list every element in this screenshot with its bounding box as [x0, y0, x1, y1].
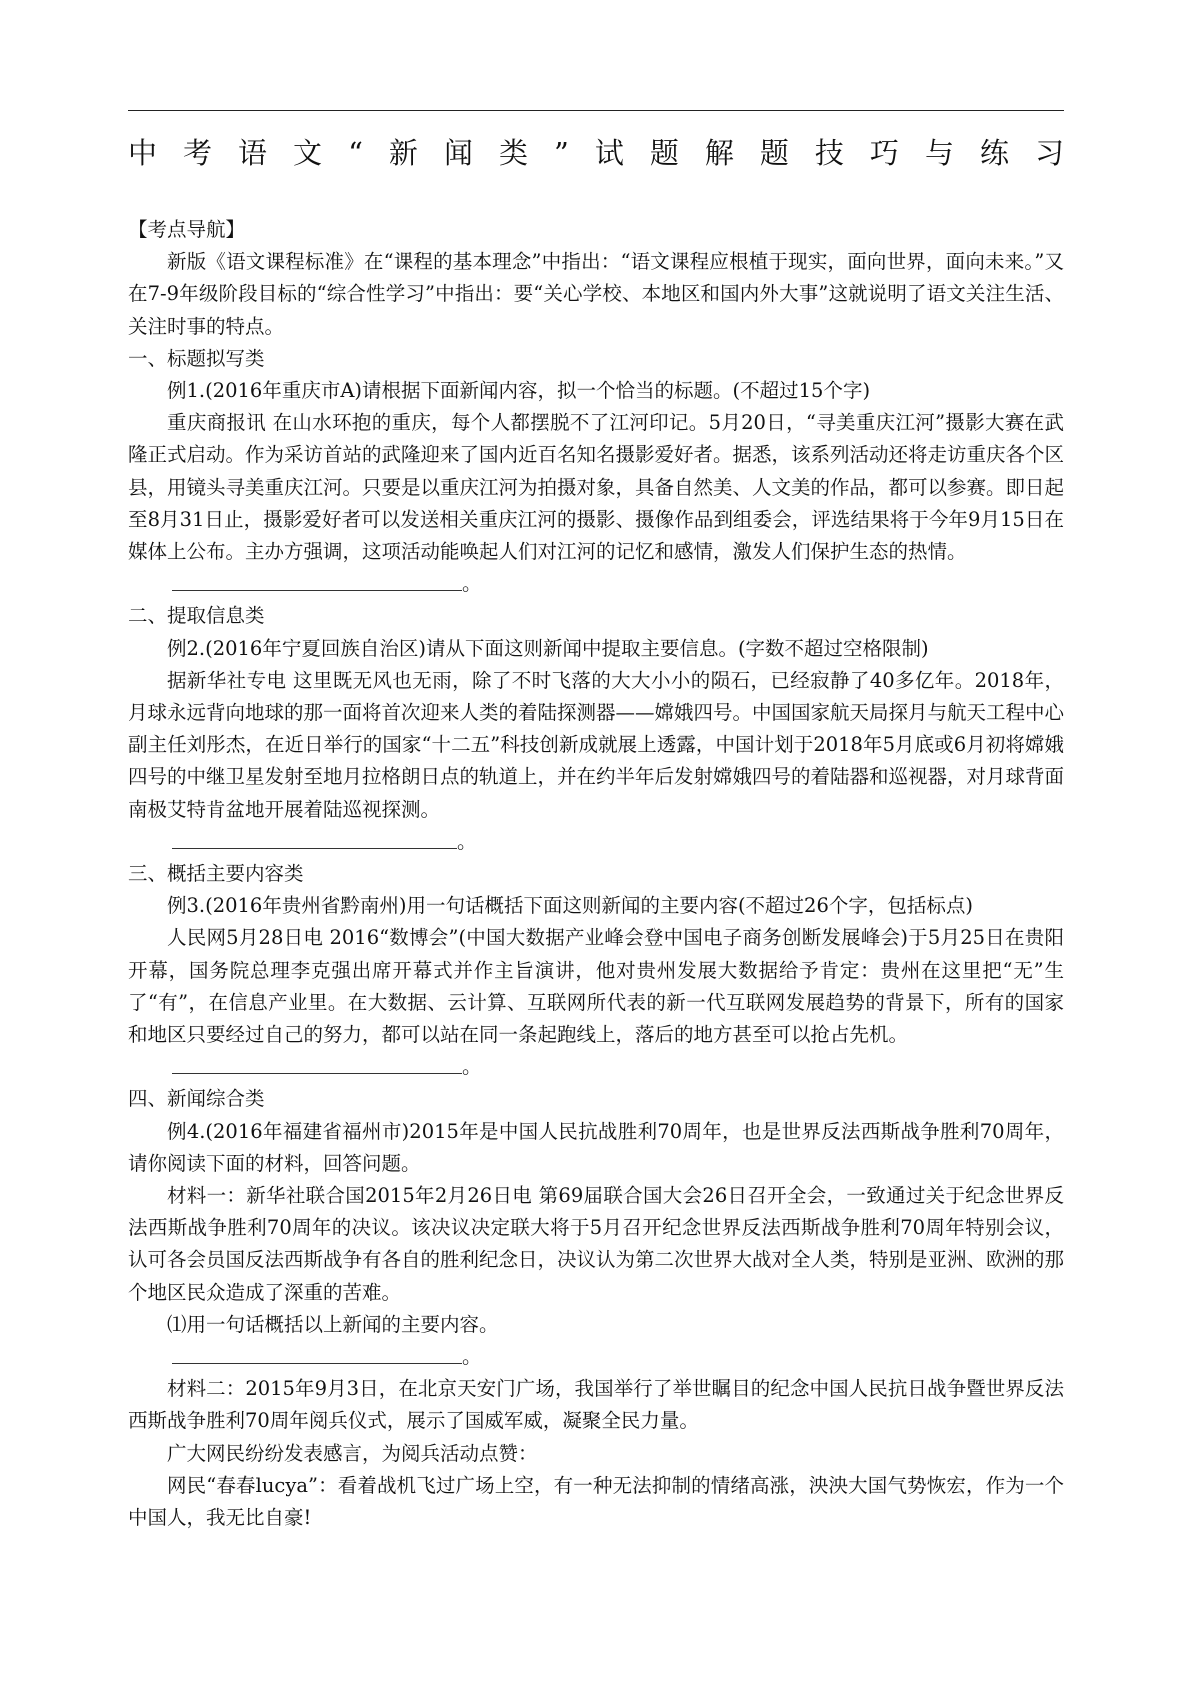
header-rule [128, 110, 1064, 111]
answer-line[interactable] [172, 1051, 462, 1074]
section-heading-4: 四、新闻综合类 [128, 1087, 265, 1111]
material-1: 材料一：新华社联合国2015年2月26日电 第69届联合国大会26日召开全会，一致通过关于纪念世界反法西斯战争胜利70周年的决议。该决议决定联大将于5月召开纪念世界反法西斯战争胜利70周年特别会议，认可各会员国反法西斯战争有各自的胜利纪念日，决议认为第二次世界大战对全人类，特别是亚洲、欧洲的那个地区民众造成了深重的苦难。 [128, 1184, 1065, 1304]
answer-blank-3[interactable] [128, 1051, 1064, 1083]
answer-blank-2[interactable] [128, 826, 1064, 858]
document-body [128, 214, 1064, 1534]
answer-line[interactable] [172, 1341, 462, 1364]
answer-blank-4[interactable] [128, 1341, 1064, 1373]
example-3-news: 人民网5月28日电 2016“数博会”(中国大数据产业峰会登中国电子商务创断发展峰会)于5月25日在贵阳开幕，国务院总理李克强出席开幕式并作主旨演讲，他对贵州发展大数据给予肯定：贵州在这里把“无”生了“有”，在信息产业里。在大数据、云计算、互联网所代表的新一代互联网发展趋势的背景下，所有的国家和地区只要经过自己的努力，都可以站在同一条起跑线上，落后的地方甚至可以抢占先机。 [128, 926, 1064, 1047]
netizen-comment: 网民“春春lucya”：看着战机飞过广场上空，有一种无法抑制的情绪高涨，泱泱大国气势恢宏，作为一个中国人，我无比自豪! [128, 1473, 1064, 1530]
document-title: 中考语文“新闻类”试题解题技巧与练习 [128, 136, 1064, 170]
answer-period: 。 [462, 1055, 482, 1079]
example-1-prompt: 例1.(2016年重庆市A)请根据下面新闻内容，拟一个恰当的标题。(不超过15个字) [167, 379, 871, 403]
example-1-news: 重庆商报讯 在山水环抱的重庆，每个人都摆脱不了江河印记。5月20日，“寻美重庆江河”摄影大赛在武隆正式启动。作为采访首站的武隆迎来了国内近百名知名摄影爱好者。据悉，该系列活动还将走访重庆各个区县，用镜头寻美重庆江河。只要是以重庆江河为拍摄对象，具备自然美、人文美的作品，都可以参赛。即日起至8月31日止，摄影爱好者可以发送相关重庆江河的摄影、摄像作品到组委会，评选结果将于今年9月15日在媒体上公布。主办方强调，这项活动能唤起人们对江河的记忆和感情，激发人们保护生态的热情。 [128, 411, 1065, 564]
example-2-news: 据新华社专电 这里既无风也无雨，除了不时飞落的大大小小的陨石，已经寂静了40多亿年。2018年，月球永远背向地球的那一面将首次迎来人类的着陆探测器——嫦娥四号。中国国家航天局探月与航天工程中心副主任刘彤杰，在近日举行的国家“十二五”科技创新成就展上透露，中国计划于2018年5月底或6月初将嫦娥四号的中继卫星发射至地月拉格朗日点的轨道上，并在约半年后发射嫦娥四号的着陆器和巡视器，对月球背面南极艾特肯盆地开展着陆巡视探测。 [128, 668, 1065, 821]
section-heading-2: 二、提取信息类 [128, 604, 265, 628]
section-heading-3: 三、概括主要内容类 [128, 862, 304, 886]
example-2-prompt: 例2.(2016年宁夏回族自治区)请从下面这则新闻中提取主要信息。(字数不超过空格限制) [167, 636, 929, 660]
netizens-intro: 广大网民纷纷发表感言，为阅兵活动点赞： [167, 1441, 538, 1465]
nav-text: 新版《语文课程标准》在“课程的基本理念”中指出：“语文课程应根植于现实，面向世界，面向未来。”又在7-9年级阶段目标的“综合性学习”中指出：要“关心学校、本地区和国内外大事”这就说明了语文关注生活、关注时事的特点。 [128, 250, 1064, 338]
answer-line[interactable] [172, 568, 462, 591]
material-2: 材料二：2015年9月3日，在北京天安门广场，我国举行了举世瞩目的纪念中国人民抗日战争暨世界反法西斯战争胜利70周年阅兵仪式，展示了国威军威，凝聚全民力量。 [128, 1377, 1064, 1433]
answer-period: 。 [462, 1345, 482, 1369]
answer-blank-1[interactable] [128, 568, 1064, 600]
example-3-prompt: 例3.(2016年贵州省黔南州)用一句话概括下面这则新闻的主要内容(不超过26个字，包括标点) [167, 894, 973, 918]
section-heading-1: 一、标题拟写类 [128, 346, 265, 370]
question-1: ⑴用一句话概括以上新闻的主要内容。 [167, 1312, 499, 1336]
answer-period: 。 [457, 829, 477, 853]
example-4-prompt: 例4.(2016年福建省福州市)2015年是中国人民抗战胜利70周年，也是世界反法西斯战争胜利70周年，请你阅读下面的材料，回答问题。 [128, 1119, 1064, 1175]
answer-line[interactable] [172, 826, 457, 849]
nav-heading: 【考点导航】 [128, 218, 246, 241]
answer-period: 。 [462, 572, 482, 596]
